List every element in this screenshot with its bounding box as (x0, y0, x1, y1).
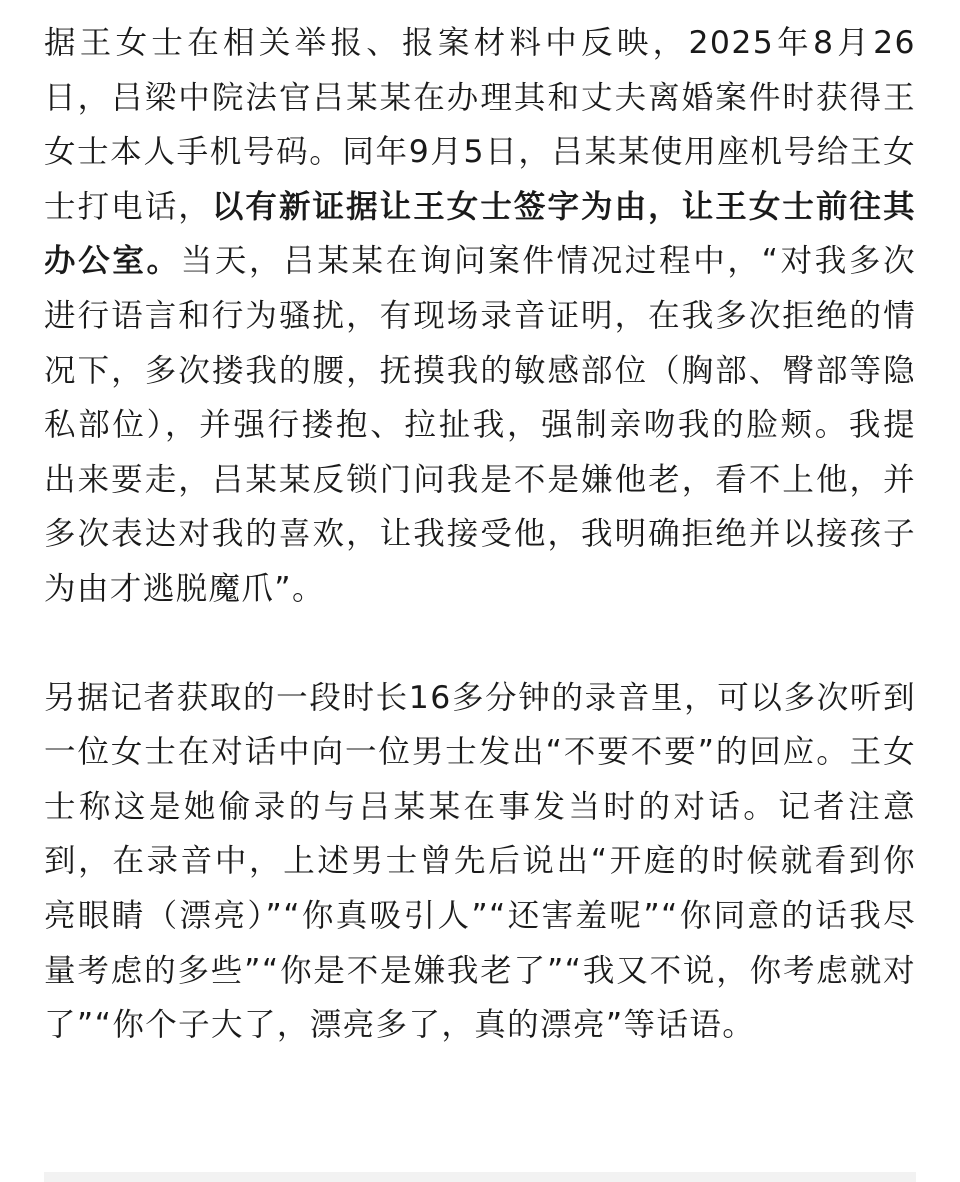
article-body (44, 16, 916, 1053)
bottom-divider (44, 1172, 916, 1182)
paragraph-2 (44, 671, 916, 1053)
paragraph-1-text-after: 当天，吕某某在询问案件情况过程中，“对我多次进行语言和行为骚扰，有现场录音证明，在我多次拒绝的情况下，多次搂我的腰，抚摸我的敏感部位（胸部、臀部等隐私部位），并强行搂抱、拉扯我，强制亲吻我的脸颊。我提出来要走，吕某某反锁门问我是不是嫌他老，看不上他，并多次表达对我的喜欢，让我接受他，我明确拒绝并以接孩子为由才逃脱魔爪”。 (44, 243, 916, 607)
paragraph-1-bold-text: 以有新证据让王女士签字为由，让王女士前往其办公室。 (44, 188, 916, 280)
paragraph-1 (44, 16, 916, 617)
paragraph-2-text: 另据记者获取的一段时长16多分钟的录音里，可以多次听到一位女士在对话中向一位男士发出“不要不要”的回应。王女士称这是她偷录的与吕某某在事发当时的对话。记者注意到，在录音中，上述男士曾先后说出“开庭的时候就看到你亮眼睛（漂亮）”“你真吸引人”“还害羞呢”“你同意的话我尽量考虑的多些”“你是不是嫌我老了”“我又不说，你考虑就对了”“你个子大了，漂亮多了，真的漂亮”等话语。 (44, 679, 916, 1044)
paragraph-1-text-before: 据王女士在相关举报、报案材料中反映，2025年8月26日，吕梁中院法官吕某某在办理其和丈夫离婚案件时获得王女士本人手机号码。同年9月5日，吕某某使用座机号给王女士打电话， (44, 25, 916, 225)
